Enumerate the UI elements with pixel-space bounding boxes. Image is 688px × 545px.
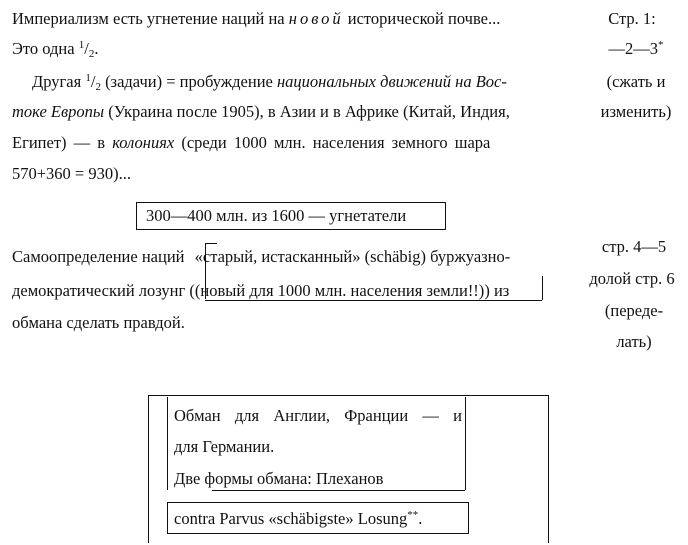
section-bracket (148, 395, 548, 396)
text-segment: обмана сделать правдой. (12, 313, 185, 332)
text-segment: из (493, 281, 510, 300)
emphasis-italic: национальных движений на Вос- (277, 72, 507, 91)
text-line-1 (12, 8, 500, 30)
text-segment: «старый, истасканный» (schäbig) буржуазно- (194, 247, 511, 266)
margin-note: Стр. 1: (608, 9, 656, 28)
boxed-text-line-1: Обман для Англии, Франции — и (174, 406, 462, 425)
text-line-6 (12, 163, 131, 185)
text-segment: Империализм есть угнетение наций на (12, 9, 285, 28)
fraction-numerator: 1 (78, 39, 85, 51)
text-line-2: Это одна $^1/_2$. (12, 39, 99, 60)
emphasis-italic: токе Европы (12, 102, 105, 121)
margin-note: (сжать и (606, 72, 666, 91)
boxed-text-line-4: contra Parvus «schäbigste» Losung**. (174, 509, 423, 528)
text-segment: Другая (32, 72, 82, 91)
footnote-mark: * (658, 39, 664, 51)
section-bracket (548, 395, 549, 543)
text-line-8 (12, 246, 510, 268)
emphasis-spaced: новой (288, 9, 344, 28)
text-segment: . (94, 39, 99, 58)
inner-box-edge (465, 397, 466, 490)
margin-note: (переде- (604, 301, 664, 320)
text-segment: демократический лозунг ( (12, 281, 195, 300)
text-segment: (задачи) = пробуждение (105, 72, 273, 91)
margin-note: долой стр. 6 (589, 269, 675, 288)
inner-box-edge (212, 490, 465, 491)
text-segment: 300—400 млн. из 1600 — угнетатели (146, 206, 407, 225)
text-line-9 (12, 280, 509, 302)
margin-note: лать) (616, 332, 652, 351)
margin-note: —2—3* (608, 39, 664, 58)
fraction-numerator: 1 (85, 72, 91, 84)
inner-box-edge (167, 397, 168, 490)
bracket-mark (205, 300, 542, 301)
text-line-4 (12, 101, 510, 123)
text-line-3: Другая $^1/_2$ (задачи) = пробуждение национальных движений на Вос- (32, 72, 507, 93)
bracket-mark (205, 243, 217, 244)
text-segment: (среди 1000 млн. населения земного шара (181, 133, 491, 152)
boxed-text-line-2: для Германии. (174, 437, 275, 456)
boxed-line (146, 205, 406, 227)
text-segment: Египет) — в (12, 133, 106, 152)
margin-note: стр. 4—5 (601, 237, 667, 256)
bracket-mark (542, 276, 543, 300)
text-segment: (новый для 1000 млн. населения земли!!) (194, 281, 485, 300)
text-segment: 570+360 = 930)... (12, 164, 131, 183)
footnote-mark: ** (407, 509, 419, 521)
text-line-10 (12, 312, 185, 334)
text-segment: ) (484, 281, 490, 300)
fraction-denominator: 2 (95, 81, 101, 93)
boxed-text-line-3: Две формы обмана: Плеханов (174, 469, 384, 488)
margin-note: изменить) (600, 102, 672, 121)
text-segment: (Украина после 1905), в Азии и в Африке (Китай, Индия, (108, 102, 510, 121)
section-bracket (148, 395, 149, 543)
emphasis-italic: колониях (112, 133, 175, 152)
text-segment: Это одна (12, 39, 75, 58)
fraction-denominator: 2 (88, 48, 95, 60)
text-segment: исторической почве... (347, 9, 501, 28)
text-line-5 (12, 132, 490, 154)
text-segment: Самоопределение наций (12, 247, 185, 266)
